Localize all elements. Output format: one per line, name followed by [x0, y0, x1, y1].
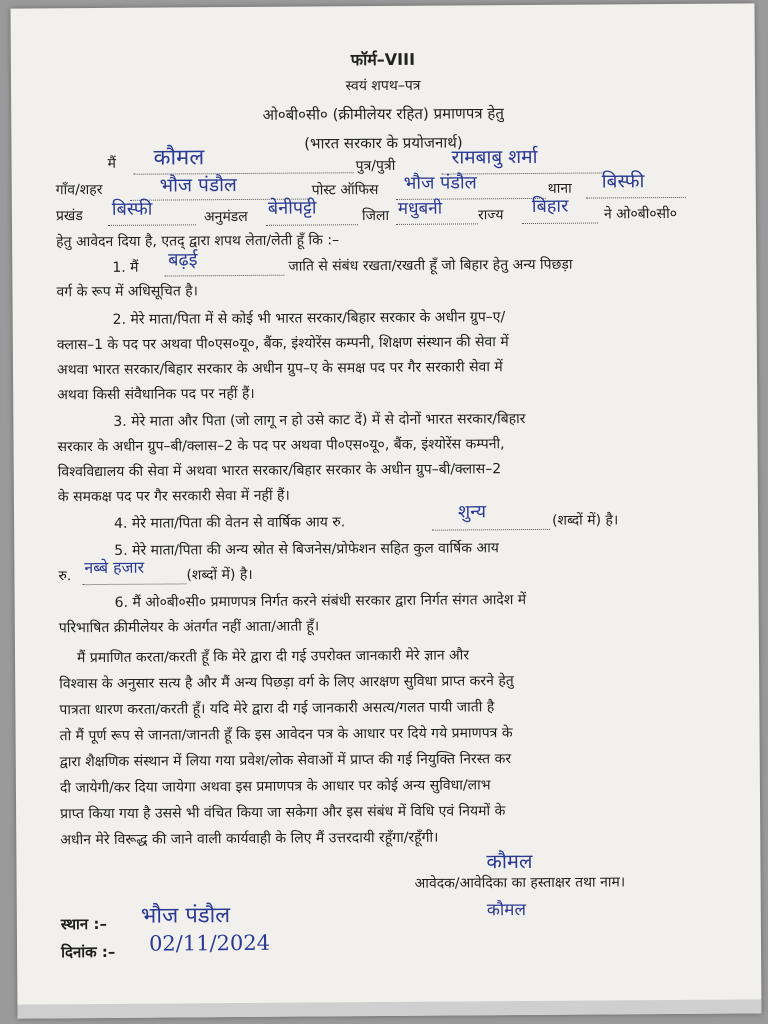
- parent-name: रामबाबु शर्मा: [451, 145, 538, 169]
- para7-line1: मैं प्रमाणित करता/करती हूँ कि मेरे द्वारा दी गई उपरोक्त जानकारी मेरे ज्ञान और: [76, 647, 470, 667]
- salary-income-underline: [432, 529, 550, 531]
- date-label: दिनांक :–: [61, 942, 116, 962]
- decl-anumandal-label: अनुमंडल: [203, 208, 248, 226]
- salary-income-value: शुन्य: [457, 501, 487, 523]
- para2-line4: अथवा किसी संवैधानिक पद पर नहीं हैं।: [57, 385, 255, 404]
- para2-line2: क्लास–1 के पद पर अथवा पी०एस०यू०, बैंक, इंश्योरेंस कम्पनी, शिक्षण संस्थान की सेवा में: [56, 334, 509, 354]
- date-value: 02/11/2024: [148, 930, 271, 956]
- decl-zila-label: जिला: [361, 207, 390, 225]
- place-value: भौज पंडौल: [140, 903, 231, 929]
- rajya-underline: [522, 223, 598, 225]
- caste-value: बढ़ई: [168, 249, 198, 271]
- signature-caption: आवेदक/आवेदिका का हस्ताक्षर तथा नाम।: [414, 874, 626, 892]
- postoffice-value: भौज पंडौल: [403, 172, 477, 194]
- decl-obc-label: ने ओ०बी०सी०: [603, 205, 678, 223]
- zila-underline: [396, 223, 478, 225]
- anumandal-value: बेनीपट्टी: [267, 197, 317, 219]
- other-income-underline: [83, 583, 187, 585]
- decl-parent-label: पुत्र/पुत्री: [355, 157, 396, 175]
- form-title: स्वयं शपथ–पत्र: [345, 77, 421, 95]
- para7-line7: प्राप्त किया गया है उससे भी वंचित किया जा सकेगा और इस संबंध में विधि एवं नियमों के: [60, 803, 506, 823]
- decl-i-label: मैं: [107, 155, 117, 172]
- other-income-value: नब्बे हजार: [84, 557, 145, 578]
- prakhand-value: बिस्फी: [111, 198, 153, 220]
- decl-village-label: गाँव/शहर: [55, 181, 103, 199]
- para7-line5: द्वारा शैक्षणिक संस्थान में लिया गया प्रवेश/लोक सेवाओं में प्राप्त की गई नियुक्ति निरस्त कर: [59, 751, 512, 771]
- decl-postoffice-label: पोस्ट ऑफिस: [311, 182, 379, 199]
- anumandal-underline: [266, 224, 358, 226]
- decl-oath-line: हेतु आवेदन दिया है, एतद् द्वारा शपथ लेता/लेती हूँ कि :–: [56, 232, 340, 251]
- para3-line2: सरकार के अधीन ग्रुप–बी/क्लास–2 के पद पर अथवा पी०एस०यू०, बैंक, इंश्योरेंस कम्पनी,: [57, 436, 505, 456]
- para7-line3: पात्रता धारण करता/करती हूँ। यदि मेरे द्वारा दी गई जानकारी असत्य/गलत पायी जाती है: [59, 699, 495, 719]
- page-bottom-edge: [17, 999, 761, 1018]
- form-purpose: (भारत सरकार के प्रयोजनार्थ): [304, 133, 463, 153]
- para2-line3: अथवा भारत सरकार/बिहार सरकार के अधीन ग्रुप–ए के समक्ष पद पर गैर सरकारी सेवा में: [56, 359, 503, 379]
- zila-value: मधुबनी: [397, 198, 443, 219]
- decl-thana-label: थाना: [547, 180, 572, 197]
- para4-end: (शब्दों में) है।: [552, 512, 619, 529]
- para3-line3: विश्वविद्यालय की सेवा में अथवा भारत सरकार/बिहार सरकार के अधीन ग्रुप–बी/क्लास–2: [57, 461, 502, 481]
- para1-end: वर्ग के रूप में अधिसूचित है।: [56, 283, 199, 301]
- decl-rajya-label: राज्य: [477, 207, 504, 224]
- applicant-name: कौमल: [153, 145, 205, 171]
- para5-end: (शब्दों में) है।: [186, 566, 253, 584]
- para7-line4: तो मैं पूर्ण रूप से जानता/जानती हूँ कि इस आवेदन पत्र के आधार पर दिये गये प्रमाणपत्र के: [59, 725, 513, 745]
- signature-top: कौमल: [486, 848, 533, 874]
- prakhand-underline: [108, 224, 196, 226]
- caste-underline: [164, 275, 284, 277]
- para1-start: 1. मैं: [112, 259, 139, 276]
- para6-line2: परिभाषित क्रीमीलेयर के अंतर्गत नहीं आता/आती हूँ।: [58, 618, 320, 637]
- para5-rs: रु.: [58, 568, 72, 585]
- signature-bottom: कौमल: [486, 900, 527, 921]
- thana-value: बिस्फी: [601, 170, 645, 193]
- para2-line1: 2. मेरे माता/पिता में से कोई भी भारत सरकार/बिहार सरकार के अधीन ग्रुप–ए/: [112, 309, 506, 328]
- decl-prakhand-label: प्रखंड: [55, 208, 83, 225]
- thana-underline: [586, 197, 686, 199]
- para7-line6: दी जायेगी/कर दिया जायेगा अथवा इस प्रमाणपत्र के आधार पर कोई अन्य सुविधा/लाभ: [59, 777, 491, 797]
- para5-line1: 5. मेरे माता/पिता की अन्य स्रोत से बिजनेस/प्रोफेशन सहित कुल वार्षिक आय: [114, 540, 499, 559]
- place-label: स्थान :–: [60, 914, 108, 934]
- village-value: भौज पंडौल: [159, 174, 237, 197]
- para3-line4: के समकक्ष पद पर गैर सरकारी सेवा में नहीं हैं।: [57, 487, 290, 506]
- form-subtitle: ओ०बी०सी० (क्रीमीलेयर रहित) प्रमाणपत्र हेतु: [262, 104, 504, 124]
- rajya-value: बिहार: [531, 195, 569, 217]
- para7-line2: विश्वास के अनुसार सत्य है और मैं अन्य पिछड़ा वर्ग के लिए आरक्षण सुविधा प्राप्त करने हेतु: [59, 673, 514, 693]
- para3-line1: 3. मेरे माता और पिता (जो लागू न हो उसे काट दें) में से दोनों भारत सरकार/बिहार: [113, 411, 526, 430]
- para7-line8: अधीन मेरे विरूद्ध की जाने वाली कार्यवाही के लिए मैं उत्तरदायी रहूँगा/रहूँगी।: [60, 829, 439, 849]
- para6-line1: 6. मैं ओ०बी०सी० प्रमाणपत्र निर्गत करने संबंधी सरकार द्वारा निर्गत संगत आदेश में: [114, 592, 527, 611]
- form-number: फॉर्म–VIII: [350, 49, 416, 70]
- para1-text: जाति से संबंध रखता/रखती हूँ जो बिहार हेतु अन्य पिछड़ा: [288, 256, 573, 275]
- affidavit-sheet: [10, 3, 761, 1018]
- para4-text: 4. मेरे माता/पिता की वेतन से वार्षिक आय रु.: [114, 514, 346, 532]
